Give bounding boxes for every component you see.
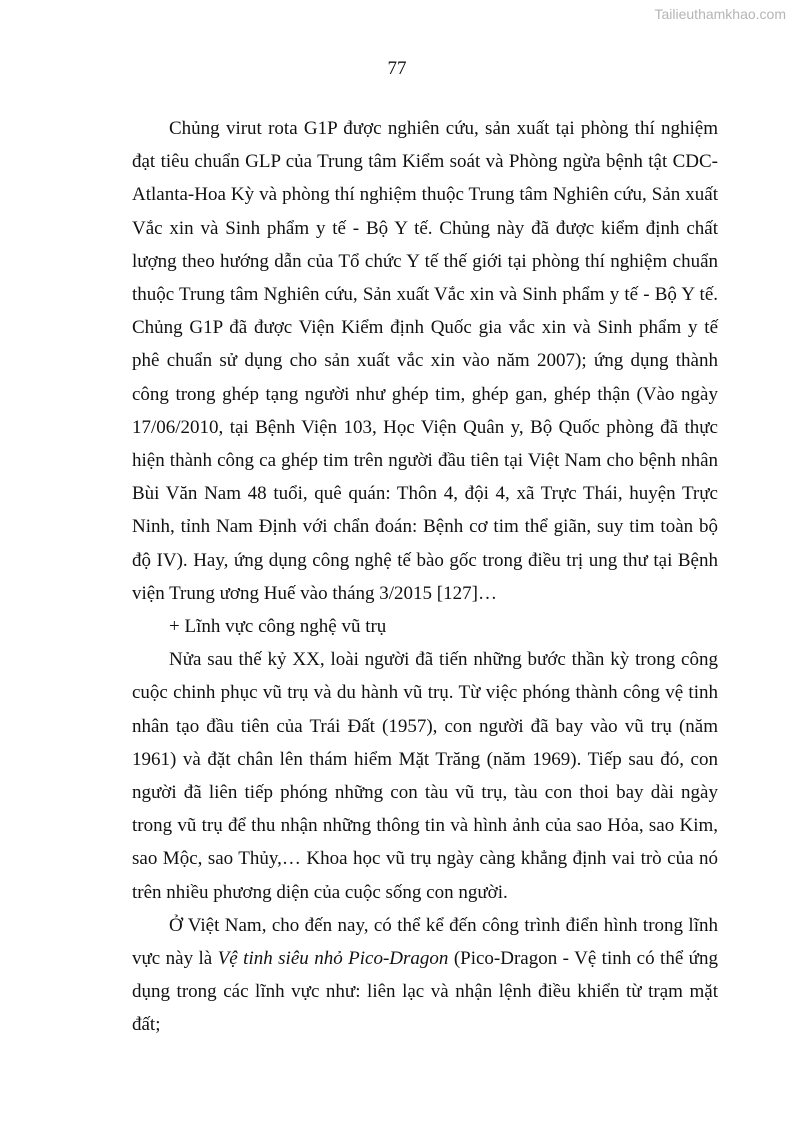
section-heading-space-technology: + Lĩnh vực công nghệ vũ trụ bbox=[169, 616, 387, 638]
italic-title: Vệ tinh siêu nhỏ Pico-Dragon bbox=[217, 948, 449, 970]
paragraph-rota-vaccine: Chủng virut rota G1P được nghiên cứu, sản xuất tại phòng thí nghiệm đạt tiêu chuẩn GLP của Trung tâm Kiểm soát và Phòng ngừa bệnh tật CDC-Atlanta-Hoa Kỳ và phòng thí nghiệm thuộc Trung tâm Nghiên cứu, Sản xuất Vắc xin và Sinh phẩm y tế - Bộ Y tế. Chủng này đã được kiểm định chất lượng theo hướng dẫn của Tổ chức Y tế thế giới tại phòng thí nghiệm chuẩn thuộc Trung tâm Nghiên cứu, Sản xuất Vắc xin và Sinh phẩm y tế - Bộ Y tế. Chủng G1P đã được Viện Kiểm định Quốc gia vắc xin và Sinh phẩm y tế phê chuẩn sử dụng cho sản xuất vắc xin vào năm 2007); ứng dụng thành công trong ghép tạng người như ghép tim, ghép gan, ghép thận (Vào ngày 17/06/2010, tại Bệnh Viện 103, Học Viện Quân y, Bộ Quốc phòng đã thực hiện thành công ca ghép tim trên người đầu tiên tại Việt Nam cho bệnh nhân Bùi Văn Nam 48 tuổi, quê quán: Thôn 4, đội 4, xã Trực Thái, huyện Trực Ninh, tỉnh Nam Định với chẩn đoán: Bệnh cơ tim thể giãn, suy tim toàn bộ độ IV). Hay, ứng dụng công nghệ tế bào gốc trong điều trị ung thư tại Bệnh viện Trung ương Huế vào tháng 3/2015 [127]… bbox=[132, 118, 718, 604]
paragraph-space-history: Nửa sau thế kỷ XX, loài người đã tiến những bước thần kỳ trong công cuộc chinh phục vũ trụ và du hành vũ trụ. Từ việc phóng thành công vệ tinh nhân tạo đầu tiên của Trái Đất (1957), con người đã bay vào vũ trụ (năm 1961) và đặt chân lên thám hiểm Mặt Trăng (năm 1969). Tiếp sau đó, con người đã liên tiếp phóng những con tàu vũ trụ, tàu con thoi bay dài ngày trong vũ trụ để thu nhận những thông tin và hình ảnh của sao Hỏa, sao Kim, sao Mộc, sao Thủy,… Khoa học vũ trụ ngày càng khẳng định vai trò của nó trên nhiều phương diện của cuộc sống con người. bbox=[132, 649, 718, 903]
paragraph-vietnam-satellite bbox=[132, 909, 718, 1042]
watermark: Tailieuthamkhao.com bbox=[654, 6, 786, 22]
text-run: Ở Việt Nam, cho đến nay, có thể kể đến công trình điển hình trong lĩnh vực này là bbox=[132, 914, 718, 970]
document-body bbox=[132, 112, 718, 1042]
text-run: (Pico-Dragon - Vệ tinh có thể ứng dụng trong các lĩnh vực như: liên lạc và nhận lệnh điều khiển từ trạm mặt đất; bbox=[132, 948, 718, 1036]
page-number: 77 bbox=[387, 58, 407, 79]
